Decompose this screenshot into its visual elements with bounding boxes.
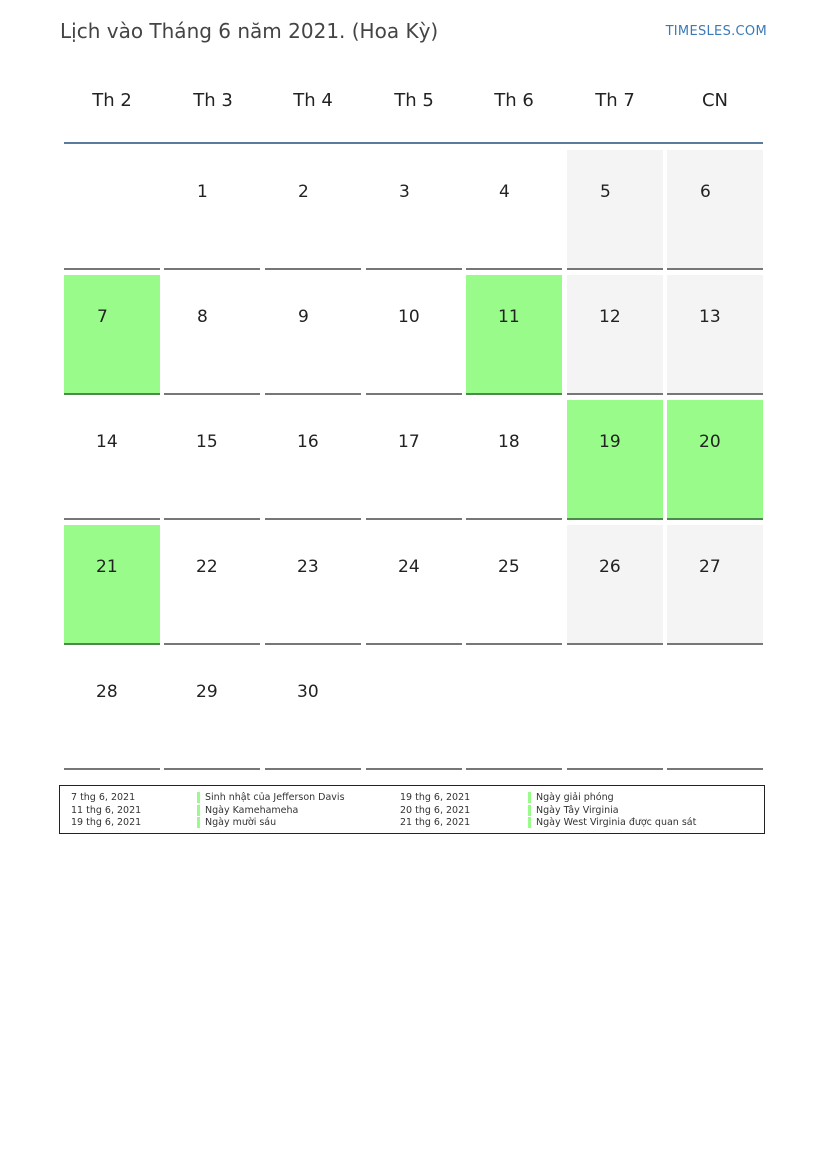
day-cell — [164, 525, 260, 645]
day-number: 12 — [599, 307, 621, 327]
holiday-color-swatch — [528, 792, 531, 803]
legend-name: Ngày mười sáu — [205, 817, 277, 828]
weekday-label: Th 3 — [193, 90, 233, 111]
day-cell — [164, 650, 260, 770]
legend-date: 19 thg 6, 2021 — [71, 817, 142, 828]
day-number: 22 — [196, 557, 218, 577]
day-number: 6 — [700, 182, 711, 202]
day-number: 21 — [96, 557, 118, 577]
day-number: 24 — [398, 557, 420, 577]
day-number: 20 — [699, 432, 721, 452]
day-cell — [64, 650, 160, 770]
day-cell — [567, 150, 663, 270]
day-number: 7 — [97, 307, 108, 327]
day-cell — [366, 150, 462, 270]
day-cell — [265, 650, 361, 770]
weekday-label: Th 7 — [595, 90, 635, 111]
day-cell — [164, 400, 260, 520]
day-cell — [265, 150, 361, 270]
day-number: 10 — [398, 307, 420, 327]
day-number: 14 — [96, 432, 118, 452]
day-cell — [366, 525, 462, 645]
day-number: 8 — [197, 307, 208, 327]
day-cell — [466, 400, 562, 520]
empty-day-cell — [667, 650, 763, 770]
day-number: 1 — [197, 182, 208, 202]
weekday-label: Th 5 — [394, 90, 434, 111]
day-cell — [466, 525, 562, 645]
holiday-color-swatch — [197, 805, 200, 816]
day-cell — [567, 400, 663, 520]
site-link[interactable]: TIMESLES.COM — [665, 24, 767, 39]
weekday-label: Th 4 — [293, 90, 333, 111]
page-title: Lịch vào Tháng 6 năm 2021. (Hoa Kỳ) — [60, 19, 439, 43]
day-cell — [667, 150, 763, 270]
day-cell — [667, 525, 763, 645]
day-number: 2 — [298, 182, 309, 202]
day-cell — [667, 400, 763, 520]
legend-name: Sinh nhật của Jefferson Davis — [205, 792, 345, 803]
day-number: 3 — [399, 182, 410, 202]
legend-date: 21 thg 6, 2021 — [400, 817, 471, 828]
legend-name: Ngày West Virginia được quan sát — [536, 817, 697, 828]
weekday-label: Th 2 — [92, 90, 132, 111]
holiday-color-swatch — [528, 805, 531, 816]
day-number: 19 — [599, 432, 621, 452]
day-number: 27 — [699, 557, 721, 577]
legend-name: Ngày Kamehameha — [205, 805, 299, 816]
day-number: 5 — [600, 182, 611, 202]
day-cell — [567, 525, 663, 645]
legend-date: 20 thg 6, 2021 — [400, 805, 471, 816]
day-cell — [64, 275, 160, 395]
day-number: 16 — [297, 432, 319, 452]
weekday-label: CN — [701, 90, 729, 111]
empty-day-cell — [466, 650, 562, 770]
day-cell — [265, 275, 361, 395]
day-number: 28 — [96, 682, 118, 702]
weekday-label: Th 6 — [494, 90, 534, 111]
holiday-legend — [59, 785, 765, 834]
day-number: 9 — [298, 307, 309, 327]
day-cell — [466, 150, 562, 270]
day-number: 13 — [699, 307, 721, 327]
day-cell — [567, 275, 663, 395]
day-cell — [64, 525, 160, 645]
day-number: 4 — [499, 182, 510, 202]
day-number: 26 — [599, 557, 621, 577]
day-cell — [366, 275, 462, 395]
empty-day-cell — [567, 650, 663, 770]
legend-date: 19 thg 6, 2021 — [400, 792, 471, 803]
day-cell — [466, 275, 562, 395]
empty-day-cell — [64, 150, 160, 270]
day-cell — [667, 275, 763, 395]
legend-date: 7 thg 6, 2021 — [71, 792, 136, 803]
empty-day-cell — [366, 650, 462, 770]
holiday-color-swatch — [197, 817, 200, 828]
day-number: 29 — [196, 682, 218, 702]
legend-name: Ngày Tây Virginia — [536, 805, 619, 816]
day-number: 15 — [196, 432, 218, 452]
day-cell — [366, 400, 462, 520]
day-number: 30 — [297, 682, 319, 702]
holiday-color-swatch — [197, 792, 200, 803]
day-number: 17 — [398, 432, 420, 452]
day-cell — [164, 150, 260, 270]
day-number: 25 — [498, 557, 520, 577]
day-number: 23 — [297, 557, 319, 577]
holiday-color-swatch — [528, 817, 531, 828]
day-cell — [265, 525, 361, 645]
legend-name: Ngày giải phóng — [536, 792, 614, 803]
day-cell — [64, 400, 160, 520]
day-number: 18 — [498, 432, 520, 452]
legend-date: 11 thg 6, 2021 — [71, 805, 142, 816]
day-cell — [265, 400, 361, 520]
day-number: 11 — [498, 307, 520, 327]
day-cell — [164, 275, 260, 395]
